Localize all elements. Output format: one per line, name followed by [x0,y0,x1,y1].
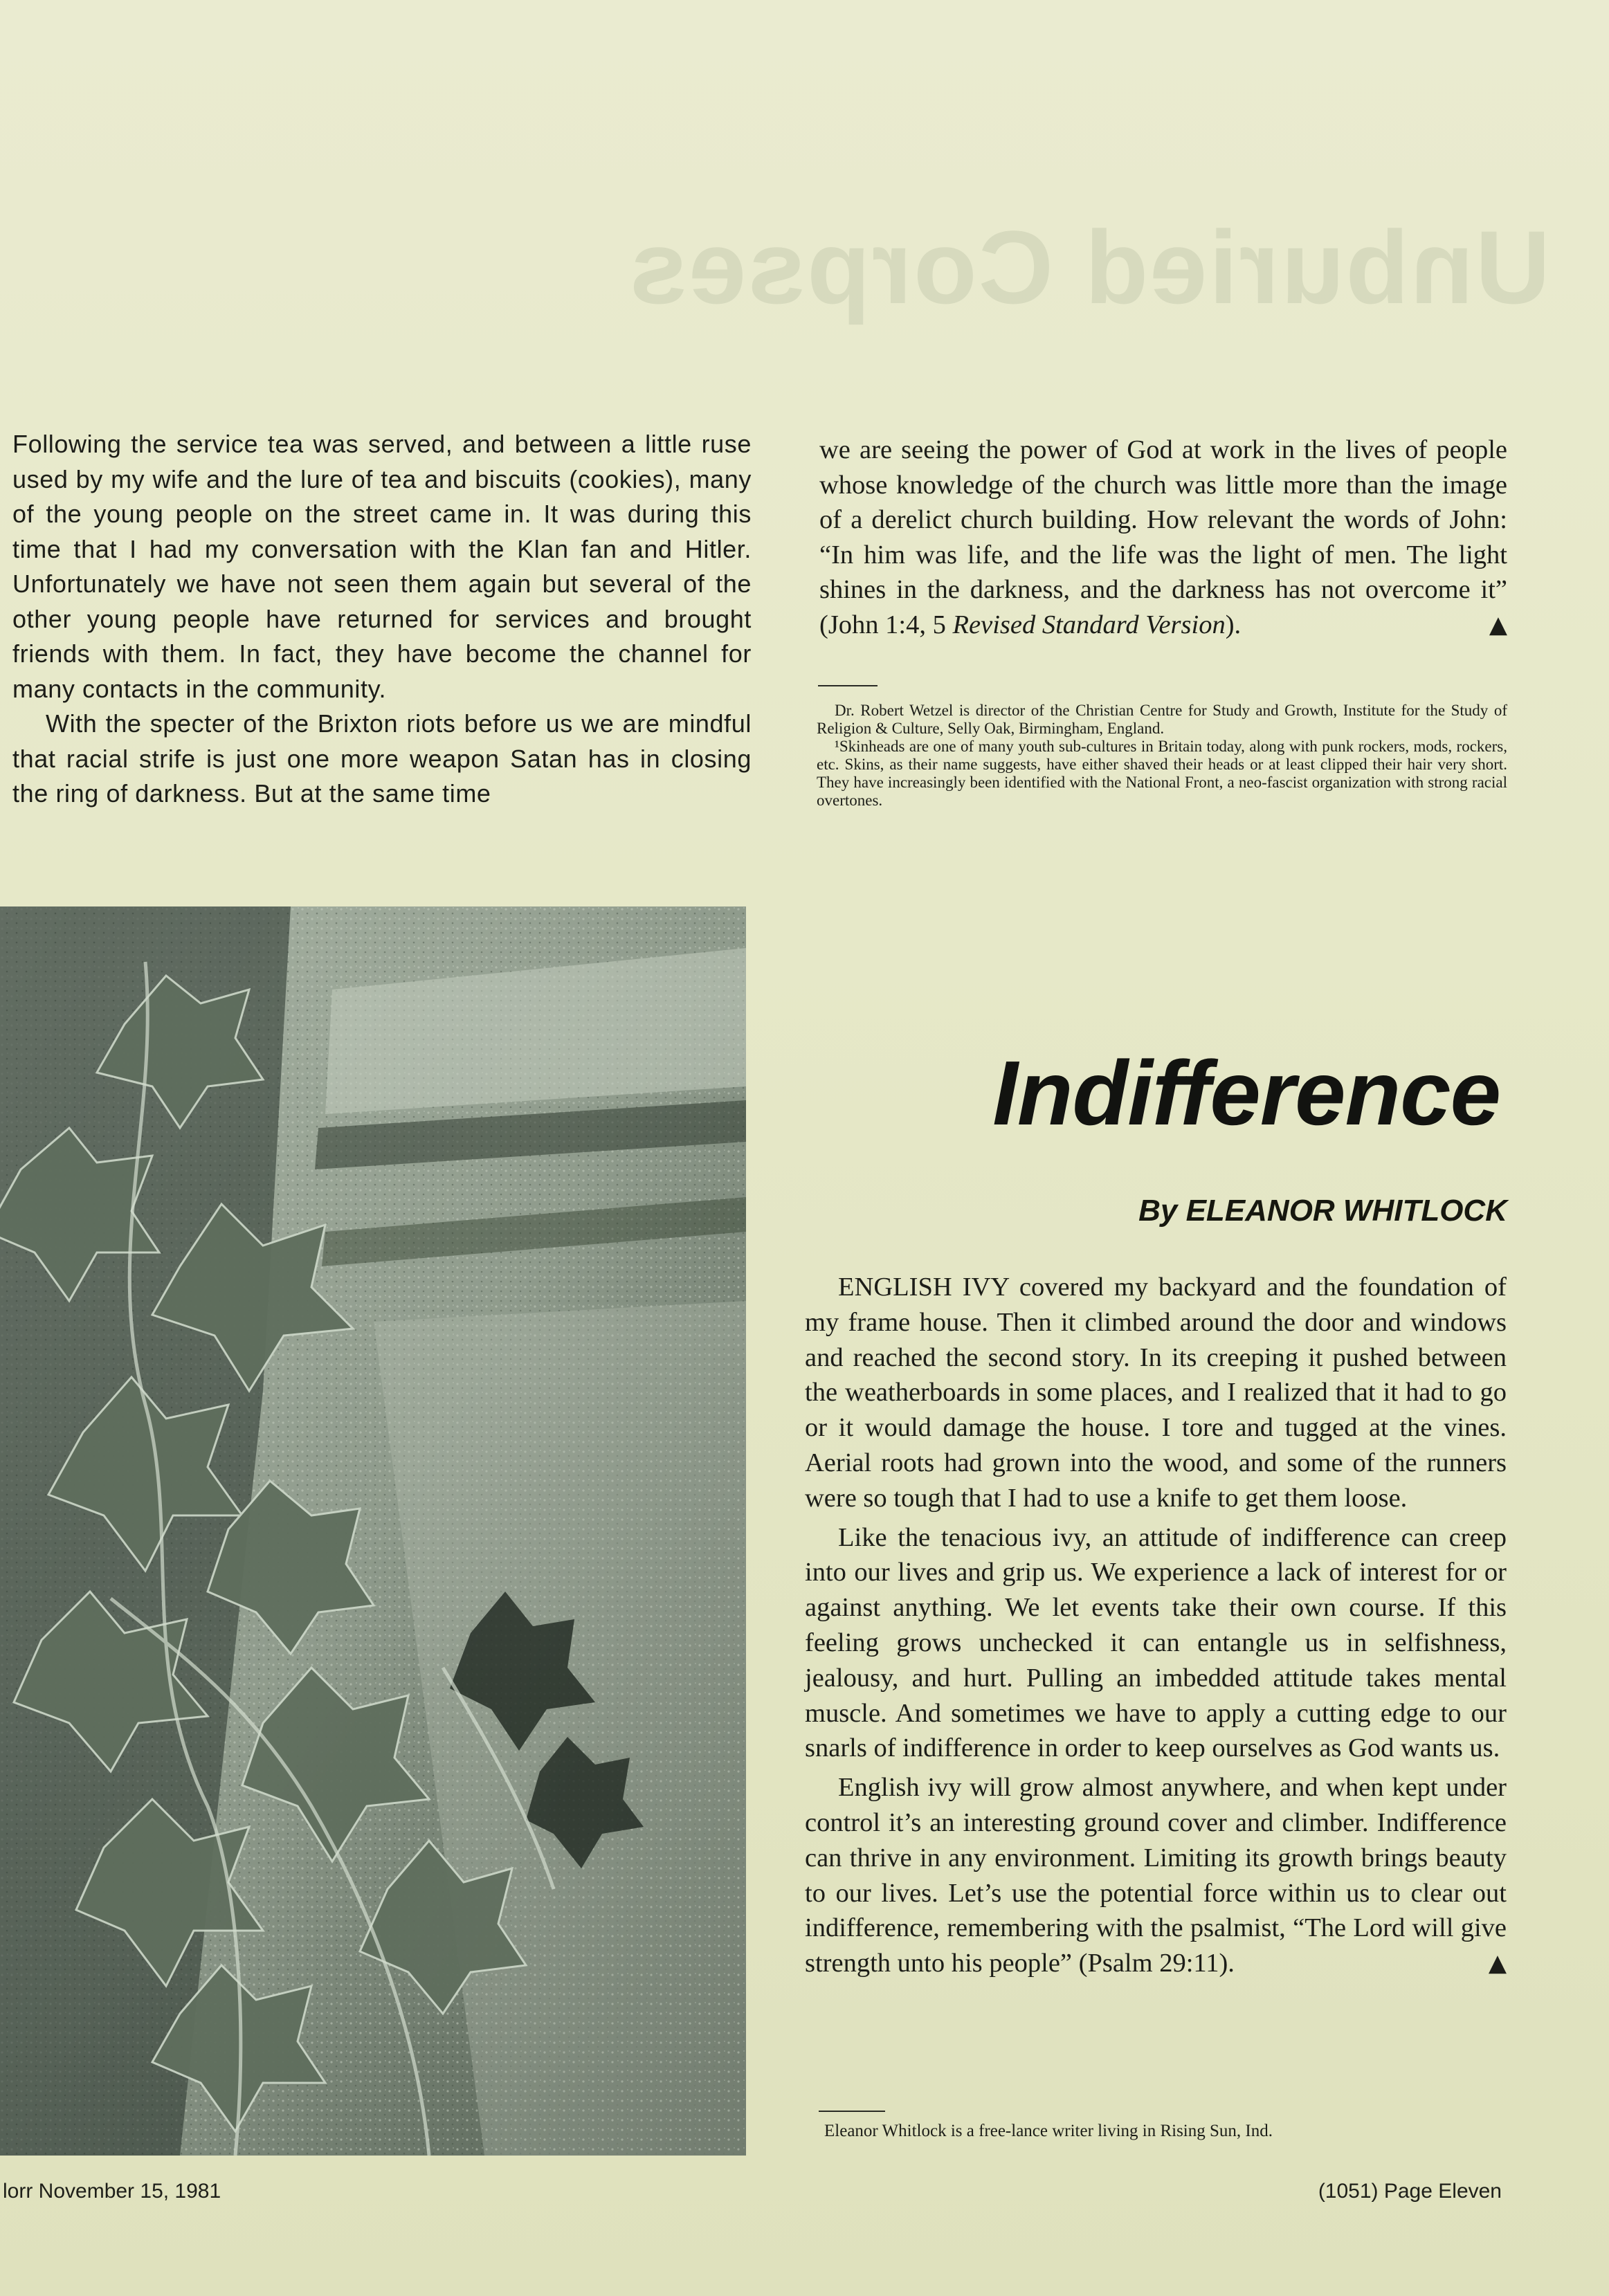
continued-column-left [12,427,752,812]
continued-column-right [819,432,1507,642]
footer-page-number: (1051) Page Eleven [1318,2180,1502,2203]
footer-date: lorr November 15, 1981 [3,2180,221,2203]
end-triangle-icon: ▲ [1488,1949,1507,1978]
continued-paragraph-right [819,432,1507,642]
article-title: Indifference [992,1042,1500,1144]
article-paragraph-text: English ivy will grow almost anywhere, and when kept under control it’s an interesting ground cover and climber. Indifference can thrive in any environment. Limiting its growth brings beauty to our lives. Let’s use the potential force within us to clear out indifference, remembering with the psalmist, “The Lord will give strength unto his people” (Psalm 29:11). [805,1773,1507,1978]
end-triangle-icon: ▲ [1489,610,1507,639]
ivy-photo-image [0,906,746,2156]
continued-text: we are seeing the power of God at work in the lives of people whose knowledge of the church was little more than the image of a derelict church building. How relevant the words of John: “In him was life, and the life was the light of men. The light shines in the darkness, and the darkness has not overcome it” (John 1:4, 5 [819,435,1507,639]
continued-paragraph: With the specter of the Brixton riots before us we are mindful that racial strife is just one more weapon Satan has in closing the ring of darkness. But at the same time [12,709,752,808]
author-note [819,2111,1509,2141]
continued-close: ). [1225,610,1242,639]
ghost-show-through-title: Unburied Corpses [628,209,1550,325]
article-byline: By ELEANOR WHITLOCK [1138,1194,1507,1228]
footnotes [817,685,1507,810]
article-paragraph: Like the tenacious ivy, an attitude of indifference can creep into our lives and grip us. We experience a lack of interest for or against anything. We let events take their own course. If this feeling grows unchecked it can entangle us in selfishness, jealousy, and hurt. Pulling an imbedded attitude takes mental muscle. And sometimes we have to apply a cutting edge to our snarls of indifference in order to keep ourselves as God wants us. [805,1522,1507,1763]
article-paragraph: ENGLISH IVY covered my backyard and the foundation of my frame house. Then it climbed around the door and windows and reached the second story. In its creeping it pushed between the weatherboards in some places, and I realized that it had to go or it would damage the house. I tore and tugged at the vines. Aerial roots had grown into the wood, and some of the runners were so tough that I had to use a knife to get them loose. [805,1273,1507,1513]
article-paragraph-last [805,1770,1507,1981]
author-note-text: Eleanor Whitlock is a free-lance writer living in Rising Sun, Ind. [824,2122,1273,2140]
footnote-skinheads: ¹Skinheads are one of many youth sub-cultures in Britain today, along with punk rockers, mods, rockers, etc. Skins, as their name suggests, have either shaved their heads or at least clipped their hair very short. They have increasingly been identified with the National Front, a neo-fascist organization with strong racial overtones. [817,738,1507,809]
footnote-rule [818,685,878,686]
continued-paragraph: Following the service tea was served, and between a little ruse used by my wife and the lure of tea and biscuits (cookies), many of the young people on the street came in. It was during this time that I had my conversation with the Klan fan and Hitler. Unfortunately we have not seen them again but several of the other young people have returned for services and brought friends with them. In fact, they have become the channel for many contacts in the community. [12,430,752,703]
ivy-photo [0,906,746,2156]
bible-version: Revised Standard Version [952,610,1226,639]
author-note-rule [819,2111,885,2112]
footnote-author: Dr. Robert Wetzel is director of the Christian Centre for Study and Growth, Institute for the Study of Religion & Culture, Selly Oak, Birmingham, England. [817,702,1507,737]
article-body [805,1270,1507,1985]
